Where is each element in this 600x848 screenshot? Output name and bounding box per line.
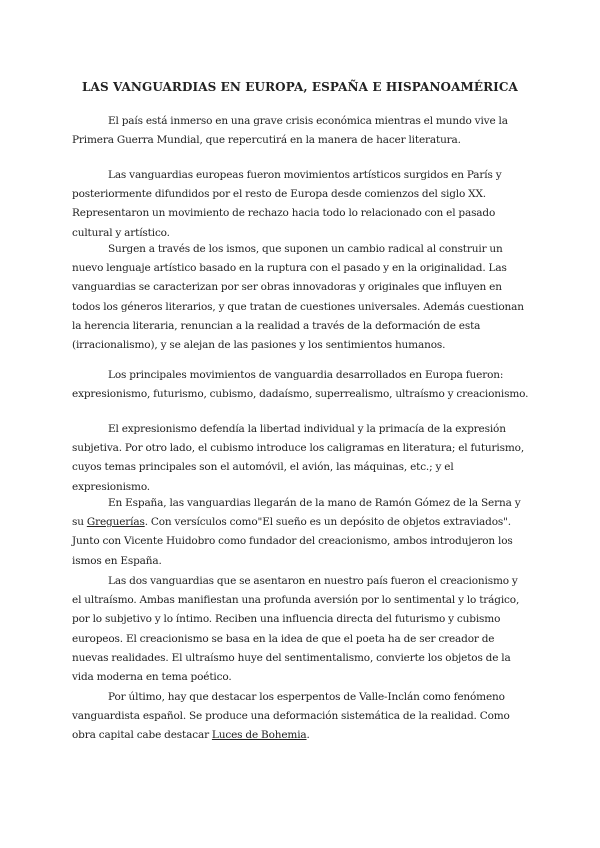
paragraph-1: El país está inmerso en una grave crisis económica mientras el mundo vive la Primera Guerra Mundial, que repercutirá en la manera de hacer literatura. xyxy=(72,115,508,147)
paragraph-4: Los principales movimientos de vanguardia desarrollados en Europa fueron: expresionismo, futurismo, cubismo, dadaísmo, superrealismo, ultraísmo y creacionismo. xyxy=(72,369,529,401)
paragraph-6-text-a: En España, las vanguardias llegarán de la mano de Ramón Gómez de la Serna y su xyxy=(72,497,521,529)
document-title: LAS VANGUARDIAS EN EUROPA, ESPAÑA E HISPANOAMÉRICA xyxy=(82,80,518,94)
paragraph-2: Las vanguardias europeas fueron movimientos artísticos surgidos en París y posteriormente difundidos por el resto de Europa desde comienzos del siglo XX. Representaron un movimiento de rechazo hacia todo lo relacionado con el pasado cultural y artístico. xyxy=(72,169,502,239)
greguerias-link[interactable]: Greguerías xyxy=(86,516,145,529)
luces-de-bohemia-link[interactable]: Luces de Bohemia xyxy=(211,729,307,742)
paragraph-5: El expresionismo defendía la libertad individual y la primacía de la expresión subjetiva. Por otro lado, el cubismo introduce los caligramas en literatura; el futurismo, cuyos temas principales son el automóvil, el avión, las máquinas, etc.; y el expresionismo. xyxy=(72,423,525,493)
paragraph-3: Surgen a través de los ismos, que suponen un cambio radical al construir un nuevo lenguaje artístico basado en la ruptura con el pasado y en la originalidad. Las vanguardias se caracterizan por ser obras innovadoras y originales que influyen en todos los géneros literarios, y que tratan de cuestiones universales. Además cuestionan la herencia literaria, renuncian a la realidad a través de la deformación de esta (irracionalismo), y se alejan de las pasiones y los sentimientos humanos. xyxy=(72,243,524,352)
paragraph-6 xyxy=(72,494,529,571)
paragraph-6-text-b: . Con versículos como"El sueño es un depósito de objetos extraviados". Junto con Vicente Huidobro como fundador del creacionismo, ambos introdujeron los ismos en España. xyxy=(72,516,513,567)
paragraph-8-text-b: . xyxy=(306,729,310,742)
paragraph-7: Las dos vanguardias que se asentaron en nuestro país fueron el creacionismo y el ultraísmo. Ambas manifiestan una profunda aversión por lo sentimental y lo trágico, por lo subjetivo y lo íntimo. Reciben una influencia directa del futurismo y cubismo europeos. El creacionismo se basa en la idea de que el poeta ha de ser creador de nuevas realidades. El ultraísmo huye del sentimentalismo, convierte los objetos de la vida moderna en tema poético. xyxy=(72,575,520,684)
paragraph-8 xyxy=(72,688,529,746)
paragraph-8-text-a: Por último, hay que destacar los esperpentos de Valle-Inclán como fenómeno vanguardista español. Se produce una deformación sistemática de la realidad. Como obra capital cabe destacar xyxy=(72,691,510,742)
